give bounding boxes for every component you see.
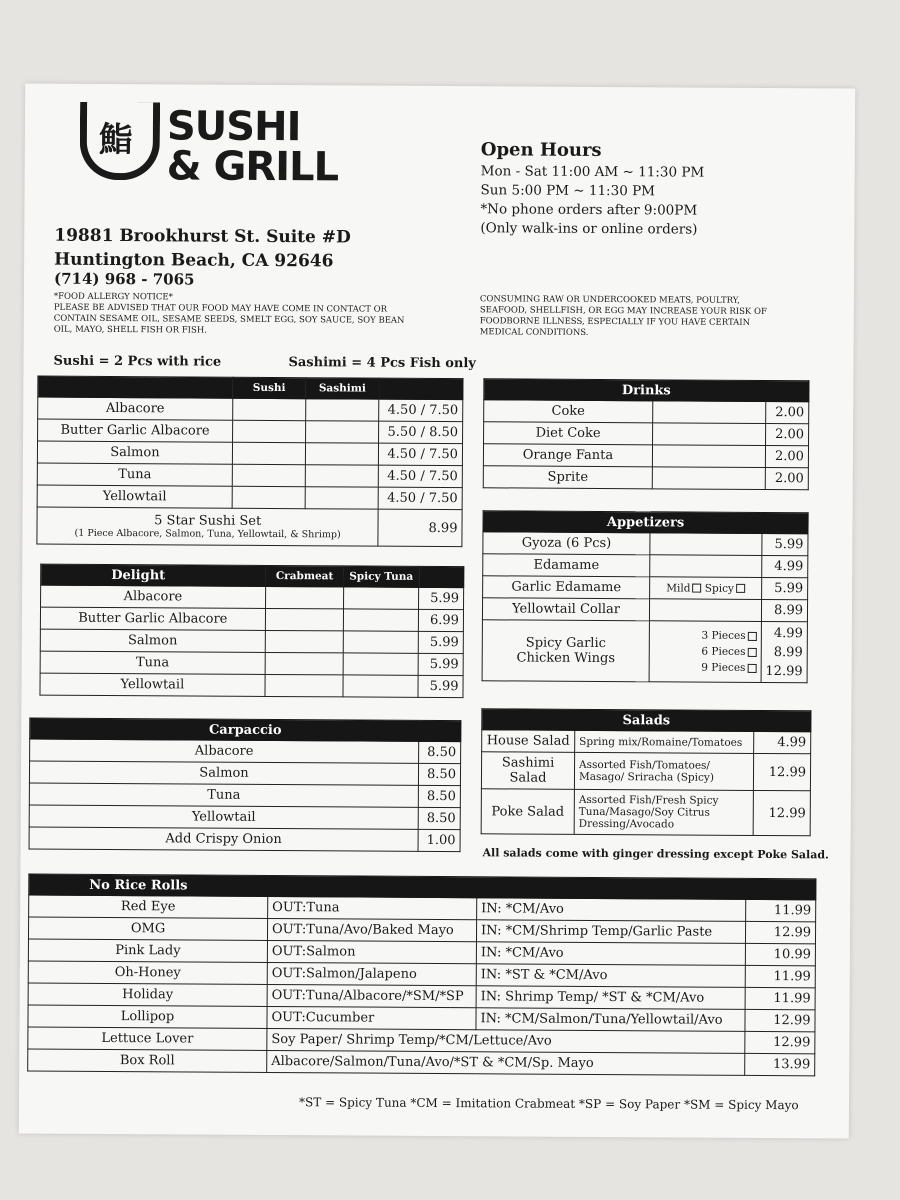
- table-row: Tuna 8.50: [29, 783, 460, 808]
- address-line-2: Huntington Beach, CA 92646: [54, 249, 334, 272]
- sushi-note: Sushi = 2 Pcs with rice: [53, 353, 222, 370]
- table-row: Butter Garlic Albacore 6.99: [40, 607, 463, 632]
- table-row: Gyoza (6 Pcs) 5.99: [483, 532, 808, 556]
- table-row: Albacore 4.50 / 7.50: [38, 397, 463, 422]
- delight-table: [39, 564, 464, 699]
- table-row: Garlic Edamame Mild Spicy 5.99: [483, 576, 808, 600]
- table-row: Orange Fanta 2.00: [483, 444, 808, 468]
- hours-title: Open Hours: [480, 139, 602, 161]
- carpaccio-table: [29, 718, 462, 853]
- col-sushi: Sushi: [233, 377, 306, 398]
- table-row: Diet Coke 2.00: [484, 422, 809, 446]
- spicy-checkbox[interactable]: [736, 584, 745, 593]
- table-row: Albacore 5.99: [41, 585, 464, 610]
- set-name: 5 Star Sushi Set: [154, 513, 262, 529]
- table-row: Coke 2.00: [484, 400, 809, 424]
- hours-line-1: Mon - Sat 11:00 AM ~ 11:30 PM: [480, 163, 705, 181]
- salads-table: [481, 708, 812, 836]
- table-row: Salmon 4.50 / 7.50: [37, 441, 462, 466]
- salads-title: Salads: [482, 709, 811, 732]
- table-row: Sprite 2.00: [483, 466, 808, 490]
- wings-6-checkbox[interactable]: [748, 647, 757, 656]
- abbreviation-legend: *ST = Spicy Tuna *CM = Imitation Crabmeat *SP = Soy Paper *SM = Spicy Mayo: [298, 1095, 799, 1113]
- appetizers-title: Appetizers: [483, 511, 808, 534]
- table-row: Yellowtail Collar 8.99: [482, 598, 807, 622]
- wings-9-checkbox[interactable]: [747, 663, 756, 672]
- logo-u-mark: [80, 102, 160, 180]
- set-price: 8.99: [378, 509, 462, 547]
- table-row: Lollipop OUT:Cucumber IN: *CM/Salmon/Tuna/Yellowtail/Avo 12.99: [28, 1005, 815, 1032]
- address-line-1: 19881 Brookhurst St. Suite #D: [54, 225, 351, 248]
- logo-kanji: 鮨: [98, 119, 133, 161]
- col-crabmeat: Crabmeat: [265, 565, 343, 586]
- table-row: Edamame 4.99: [483, 554, 808, 578]
- col-sashimi: Sashimi: [305, 378, 379, 399]
- sushi-table: [36, 376, 463, 548]
- spicy-option: Spicy: [704, 582, 734, 595]
- table-row: Salmon 5.99: [40, 629, 463, 654]
- table-row: Pink Lady OUT:Salmon IN: *CM/Avo 10.99: [28, 939, 815, 966]
- logo-wordmark: [166, 103, 339, 191]
- table-row: Box Roll Albacore/Salmon/Tuna/Avo/*ST & *CM/Sp. Mayo 13.99: [28, 1049, 815, 1076]
- wings-name-1: Spicy Garlic: [525, 635, 606, 652]
- logo-line-1: SUSHI: [166, 103, 301, 151]
- address: [54, 224, 351, 274]
- rolls-title: No Rice Rolls: [29, 874, 816, 900]
- table-row: Albacore 8.50: [30, 739, 461, 764]
- consume-notice: CONSUMING RAW OR UNDERCOOKED MEATS, POULTRY, SEAFOOD, SHELLFISH, OR EGG MAY INCREASE YOUR RISK OF FOODBORNE ILLNESS, ESPECIALLY IF YOU HAVE CERTAIN MEDICAL CONDITIONS.: [479, 294, 767, 338]
- sashimi-note: Sashimi = 4 Pcs Fish only: [288, 355, 476, 372]
- table-row: OMG OUT:Tuna/Avo/Baked Mayo IN: *CM/Shrimp Temp/Garlic Paste 12.99: [28, 917, 815, 944]
- table-row: House Salad Spring mix/Romaine/Tomatoes 4.99: [482, 730, 811, 754]
- wings-name-2: Chicken Wings: [516, 650, 616, 667]
- carpaccio-title: Carpaccio: [30, 718, 461, 742]
- wings-3-checkbox[interactable]: [748, 631, 757, 640]
- drinks-title: Drinks: [484, 379, 809, 402]
- drinks-table: [483, 378, 810, 490]
- table-row: Spicy Garlic Chicken Wings 3 Pieces 6 Pieces 9 Pieces 4.99 8.99 12.99: [482, 620, 807, 683]
- table-row: Add Crispy Onion 1.00: [29, 827, 460, 852]
- appetizers-table: [482, 510, 809, 683]
- logo-line-2: & GRILL: [166, 143, 339, 191]
- allergy-text: PLEASE BE ADVISED THAT OUR FOOD MAY HAVE COME IN CONTACT OR CONTAIN SESAME OIL, SESAME SEEDS, SMELT EGG, SOY SAUCE, SOY BEAN OIL, MAYO, SHELL FISH OR FISH.: [53, 302, 405, 336]
- table-row: Red Eye OUT:Tuna IN: *CM/Avo 11.99: [29, 895, 816, 922]
- hours-line-2: Sun 5:00 PM ~ 11:30 PM: [480, 182, 656, 200]
- open-hours: [480, 138, 704, 239]
- table-row: Yellowtail 8.50: [29, 805, 460, 830]
- hours-line-3: *No phone orders after 9:00PM: [480, 201, 698, 219]
- salad-note: All salads come with ginger dressing except Poke Salad.: [482, 846, 829, 862]
- table-row: [37, 507, 462, 547]
- mild-option: Mild: [666, 581, 691, 595]
- menu-sheet: [19, 83, 855, 1138]
- table-row: Poke Salad Assorted Fish/Fresh Spicy Tuna/Masago/Soy Citrus Dressing/Avocado 12.99: [481, 789, 810, 836]
- set-desc: (1 Piece Albacore, Salmon, Tuna, Yellowtail, & Shrimp): [74, 527, 341, 541]
- hours-line-4: (Only walk-ins or online orders): [480, 220, 698, 238]
- allergy-notice: [54, 292, 414, 338]
- table-row: Yellowtail 5.99: [40, 673, 463, 698]
- table-row: Lettuce Lover Soy Paper/ Shrimp Temp/*CM/Lettuce/Avo 12.99: [28, 1027, 815, 1054]
- mild-checkbox[interactable]: [692, 584, 701, 593]
- table-row: Salmon 8.50: [29, 761, 460, 786]
- table-row: Oh-Honey OUT:Salmon/Jalapeno IN: *ST & *CM/Avo 11.99: [28, 961, 815, 988]
- table-row: Holiday OUT:Tuna/Albacore/*SM/*SP IN: Shrimp Temp/ *ST & *CM/Avo 11.99: [28, 983, 815, 1010]
- table-row: Sashimi Salad Assorted Fish/Tomatoes/ Masago/ Sriracha (Spicy) 12.99: [481, 752, 810, 791]
- allergy-title: *FOOD ALLERGY NOTICE*: [53, 291, 173, 303]
- table-row: Tuna 4.50 / 7.50: [37, 463, 462, 488]
- table-row: Yellowtail 4.50 / 7.50: [37, 485, 462, 510]
- table-row: Tuna 5.99: [40, 651, 463, 676]
- delight-title: Delight: [41, 564, 266, 586]
- rolls-table: [27, 874, 816, 1077]
- table-row: Butter Garlic Albacore 5.50 / 8.50: [38, 419, 463, 444]
- col-spicy-tuna: Spicy Tuna: [344, 566, 419, 587]
- phone-number: (714) 968 - 7065: [53, 269, 195, 289]
